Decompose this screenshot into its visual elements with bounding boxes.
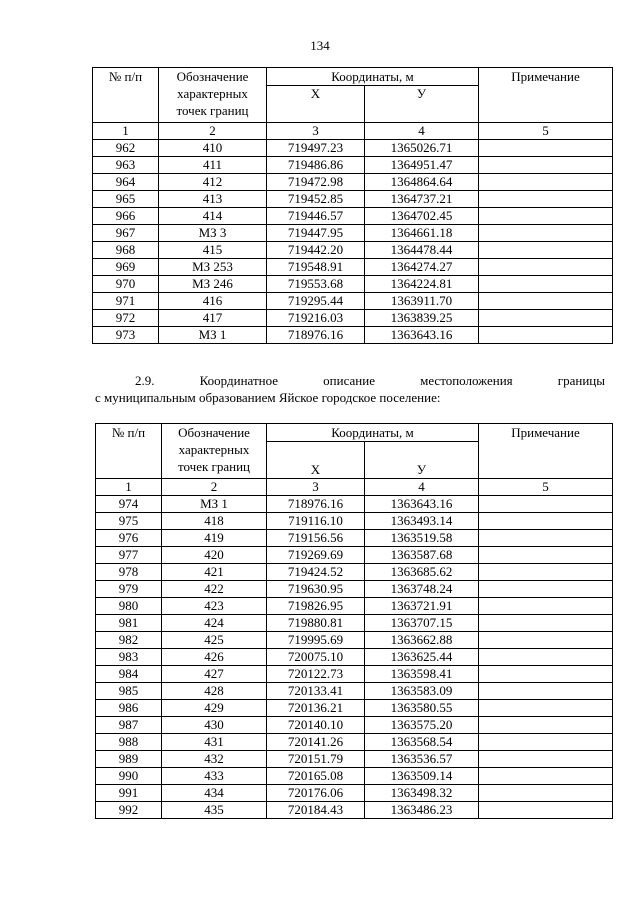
heading-word: границы (557, 373, 605, 388)
cell-num: 962 (93, 140, 159, 157)
cell-y: 1364864.64 (365, 174, 479, 191)
table-row (96, 649, 613, 666)
cell-y: 1363575.20 (365, 717, 479, 734)
header-num: № п/п (93, 68, 159, 123)
cell-y: 1363707.15 (365, 615, 479, 632)
header-x: Х (267, 442, 365, 479)
cell-note (479, 751, 613, 768)
cell-y: 1363662.88 (365, 632, 479, 649)
column-number: 3 (267, 123, 365, 140)
cell-y: 1363498.32 (365, 785, 479, 802)
cell-y: 1364661.18 (365, 225, 479, 242)
cell-x: 720122.73 (267, 666, 365, 683)
column-number: 4 (365, 479, 479, 496)
header-note: Примечание (479, 424, 613, 479)
cell-x: 720133.41 (267, 683, 365, 700)
header-note: Примечание (479, 68, 613, 123)
header-designation: Обозначение характерных точек границ (162, 424, 267, 479)
cell-num: 975 (96, 513, 162, 530)
cell-note (479, 157, 613, 174)
cell-x: 719548.91 (267, 259, 365, 276)
cell-note (479, 293, 613, 310)
cell-y: 1364951.47 (365, 157, 479, 174)
cell-designation: МЗ 1 (159, 327, 267, 344)
cell-num: 983 (96, 649, 162, 666)
cell-num: 990 (96, 768, 162, 785)
column-number: 1 (93, 123, 159, 140)
cell-designation: 426 (162, 649, 267, 666)
table-row (93, 327, 613, 344)
cell-x: 718976.16 (267, 496, 365, 513)
cell-x: 719295.44 (267, 293, 365, 310)
cell-x: 719216.03 (267, 310, 365, 327)
cell-designation: 428 (162, 683, 267, 700)
cell-y: 1365026.71 (365, 140, 479, 157)
cell-x: 720075.10 (267, 649, 365, 666)
table-row (96, 802, 613, 819)
cell-x: 719497.23 (267, 140, 365, 157)
column-number: 1 (96, 479, 162, 496)
cell-num: 992 (96, 802, 162, 819)
table-row (93, 276, 613, 293)
cell-num: 976 (96, 530, 162, 547)
cell-num: 986 (96, 700, 162, 717)
cell-note (479, 276, 613, 293)
cell-designation: 411 (159, 157, 267, 174)
table-row (93, 191, 613, 208)
cell-designation: 416 (159, 293, 267, 310)
table-row (96, 513, 613, 530)
cell-note (479, 581, 613, 598)
cell-num: 984 (96, 666, 162, 683)
table-row (96, 530, 613, 547)
header-x: Х (267, 86, 365, 123)
cell-note (479, 717, 613, 734)
table-row (96, 785, 613, 802)
column-numbers-row (96, 479, 613, 496)
cell-note (479, 632, 613, 649)
cell-y: 1363839.25 (365, 310, 479, 327)
cell-x: 719630.95 (267, 581, 365, 598)
cell-x: 719995.69 (267, 632, 365, 649)
cell-y: 1364274.27 (365, 259, 479, 276)
table-row (93, 225, 613, 242)
table-row (93, 259, 613, 276)
cell-y: 1364737.21 (365, 191, 479, 208)
section-heading-line-1 (95, 372, 605, 389)
cell-y: 1363580.55 (365, 700, 479, 717)
cell-y: 1363493.14 (365, 513, 479, 530)
table-1-body (93, 140, 613, 344)
header-designation: Обозначение характерных точек границ (159, 68, 267, 123)
cell-note (479, 785, 613, 802)
cell-note (479, 208, 613, 225)
table-row (96, 632, 613, 649)
table-row (96, 683, 613, 700)
cell-y: 1363583.09 (365, 683, 479, 700)
cell-note (479, 700, 613, 717)
cell-x: 720136.21 (267, 700, 365, 717)
column-number: 2 (162, 479, 267, 496)
cell-note (479, 259, 613, 276)
cell-designation: 421 (162, 564, 267, 581)
table-row (96, 751, 613, 768)
cell-note (479, 598, 613, 615)
cell-x: 720176.06 (267, 785, 365, 802)
heading-word: местоположения (420, 373, 513, 388)
cell-y: 1364702.45 (365, 208, 479, 225)
cell-y: 1363643.16 (365, 327, 479, 344)
coordinates-table-2 (95, 423, 613, 819)
cell-x: 720184.43 (267, 802, 365, 819)
column-number: 3 (267, 479, 365, 496)
cell-y: 1363598.41 (365, 666, 479, 683)
cell-num: 965 (93, 191, 159, 208)
cell-designation: 431 (162, 734, 267, 751)
cell-note (479, 564, 613, 581)
cell-y: 1363536.57 (365, 751, 479, 768)
table-row (93, 293, 613, 310)
cell-designation: МЗ 1 (162, 496, 267, 513)
cell-x: 720141.26 (267, 734, 365, 751)
cell-designation: 415 (159, 242, 267, 259)
cell-x: 720140.10 (267, 717, 365, 734)
cell-x: 720165.08 (267, 768, 365, 785)
cell-designation: 432 (162, 751, 267, 768)
cell-num: 989 (96, 751, 162, 768)
cell-num: 967 (93, 225, 159, 242)
table-row (96, 547, 613, 564)
cell-designation: МЗ 246 (159, 276, 267, 293)
cell-y: 1363685.62 (365, 564, 479, 581)
cell-num: 985 (96, 683, 162, 700)
cell-designation: 434 (162, 785, 267, 802)
table-row (93, 310, 613, 327)
cell-num: 988 (96, 734, 162, 751)
table-row (96, 768, 613, 785)
column-numbers-row (93, 123, 613, 140)
cell-y: 1363568.54 (365, 734, 479, 751)
cell-note (479, 768, 613, 785)
cell-num: 968 (93, 242, 159, 259)
table-row (96, 615, 613, 632)
cell-designation: 413 (159, 191, 267, 208)
heading-word: Координатное (199, 373, 279, 388)
cell-y: 1364224.81 (365, 276, 479, 293)
table-2-body (96, 496, 613, 819)
cell-note (479, 547, 613, 564)
cell-designation: МЗ 253 (159, 259, 267, 276)
heading-word: описание (323, 373, 375, 388)
cell-num: 981 (96, 615, 162, 632)
cell-designation: МЗ 3 (159, 225, 267, 242)
column-number: 5 (479, 123, 613, 140)
cell-designation: 433 (162, 768, 267, 785)
cell-y: 1363509.14 (365, 768, 479, 785)
header-y: У (365, 86, 479, 123)
cell-note (479, 802, 613, 819)
header-y: У (365, 442, 479, 479)
column-number: 5 (479, 479, 613, 496)
cell-y: 1363643.16 (365, 496, 479, 513)
cell-designation: 423 (162, 598, 267, 615)
cell-x: 719156.56 (267, 530, 365, 547)
cell-designation: 425 (162, 632, 267, 649)
cell-y: 1363721.91 (365, 598, 479, 615)
section-number: 2.9. (135, 373, 155, 388)
cell-designation: 414 (159, 208, 267, 225)
cell-x: 719116.10 (267, 513, 365, 530)
cell-y: 1364478.44 (365, 242, 479, 259)
cell-num: 970 (93, 276, 159, 293)
cell-x: 719446.57 (267, 208, 365, 225)
cell-note (479, 242, 613, 259)
table-row (96, 564, 613, 581)
cell-num: 974 (96, 496, 162, 513)
cell-num: 963 (93, 157, 159, 174)
cell-note (479, 734, 613, 751)
header-coordinates: Координаты, м (267, 68, 479, 86)
cell-note (479, 191, 613, 208)
cell-designation: 430 (162, 717, 267, 734)
cell-num: 982 (96, 632, 162, 649)
cell-designation: 422 (162, 581, 267, 598)
cell-designation: 420 (162, 547, 267, 564)
table-row (93, 208, 613, 225)
cell-designation: 429 (162, 700, 267, 717)
table-row (93, 140, 613, 157)
cell-x: 719424.52 (267, 564, 365, 581)
cell-y: 1363587.68 (365, 547, 479, 564)
cell-num: 969 (93, 259, 159, 276)
cell-x: 719880.81 (267, 615, 365, 632)
cell-y: 1363519.58 (365, 530, 479, 547)
cell-num: 979 (96, 581, 162, 598)
cell-num: 972 (93, 310, 159, 327)
cell-designation: 418 (162, 513, 267, 530)
table-row (96, 700, 613, 717)
header-num: № п/п (96, 424, 162, 479)
cell-note (479, 496, 613, 513)
cell-num: 973 (93, 327, 159, 344)
cell-x: 719826.95 (267, 598, 365, 615)
page-number: 134 (310, 38, 330, 53)
cell-num: 987 (96, 717, 162, 734)
cell-designation: 412 (159, 174, 267, 191)
cell-num: 971 (93, 293, 159, 310)
section-heading-line-2: с муниципальным образованием Яйское городское поселение: (95, 390, 441, 405)
column-number: 2 (159, 123, 267, 140)
cell-y: 1363625.44 (365, 649, 479, 666)
header-coordinates: Координаты, м (267, 424, 479, 442)
cell-num: 977 (96, 547, 162, 564)
cell-note (479, 615, 613, 632)
cell-num: 980 (96, 598, 162, 615)
cell-x: 719472.98 (267, 174, 365, 191)
table-row (96, 734, 613, 751)
cell-x: 719452.85 (267, 191, 365, 208)
table-row (93, 242, 613, 259)
table-row (93, 174, 613, 191)
cell-note (479, 310, 613, 327)
cell-num: 964 (93, 174, 159, 191)
cell-num: 991 (96, 785, 162, 802)
cell-designation: 410 (159, 140, 267, 157)
cell-x: 718976.16 (267, 327, 365, 344)
cell-designation: 417 (159, 310, 267, 327)
cell-x: 720151.79 (267, 751, 365, 768)
table-row (96, 496, 613, 513)
coordinates-table-1 (92, 67, 613, 344)
cell-y: 1363748.24 (365, 581, 479, 598)
cell-note (479, 513, 613, 530)
cell-note (479, 174, 613, 191)
table-row (96, 666, 613, 683)
cell-note (479, 666, 613, 683)
cell-num: 978 (96, 564, 162, 581)
cell-note (479, 327, 613, 344)
cell-x: 719447.95 (267, 225, 365, 242)
cell-num: 966 (93, 208, 159, 225)
cell-x: 719553.68 (267, 276, 365, 293)
column-number: 4 (365, 123, 479, 140)
cell-x: 719442.20 (267, 242, 365, 259)
table-row (96, 581, 613, 598)
cell-note (479, 140, 613, 157)
cell-note (479, 649, 613, 666)
cell-designation: 435 (162, 802, 267, 819)
cell-designation: 419 (162, 530, 267, 547)
cell-y: 1363486.23 (365, 802, 479, 819)
cell-designation: 427 (162, 666, 267, 683)
table-row (96, 598, 613, 615)
cell-x: 719269.69 (267, 547, 365, 564)
cell-note (479, 530, 613, 547)
cell-x: 719486.86 (267, 157, 365, 174)
cell-designation: 424 (162, 615, 267, 632)
cell-note (479, 683, 613, 700)
cell-y: 1363911.70 (365, 293, 479, 310)
table-row (93, 157, 613, 174)
table-row (96, 717, 613, 734)
cell-note (479, 225, 613, 242)
